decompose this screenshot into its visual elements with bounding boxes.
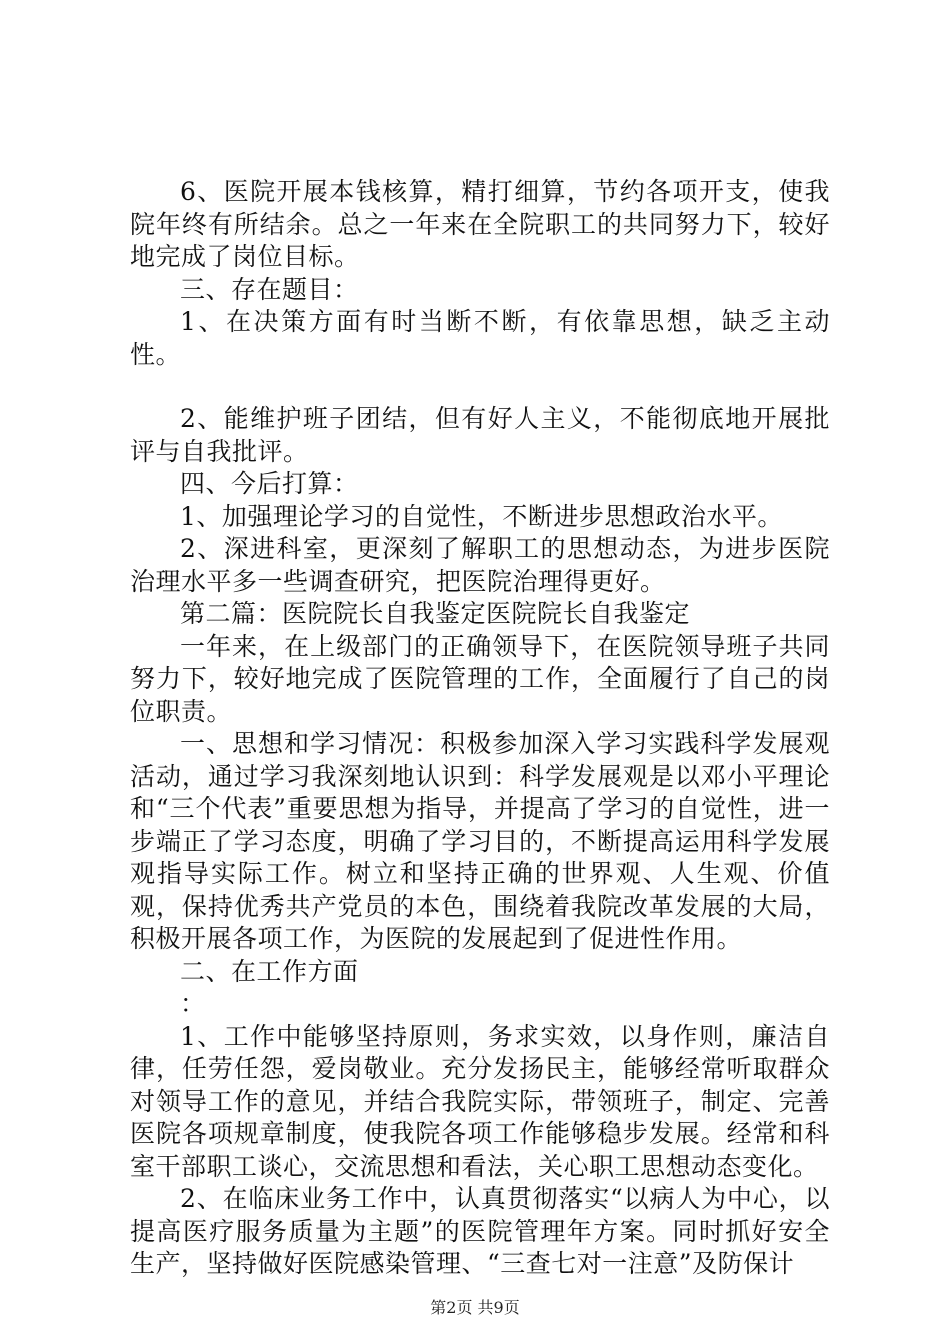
section-heading: 四、今后打算： [180, 469, 359, 498]
blank-line [130, 371, 830, 403]
paragraph: 1、在决策方面有时当断不断，有依靠思想，缺乏主动性。 [130, 307, 830, 369]
paragraph: 1、工作中能够坚持原则，务求实效，以身作则，廉洁自律，任劳任怨，爱岗敬业。充分发扬民主，能够经常听取群众对领导工作的意见，并结合我院实际，带领班子，制定、完善医院各项规章制度，使我院各项工作能够稳步发展。经常和科室干部职工谈心，交流思想和看法，关心职工思想动态变化。 [130, 1021, 830, 1181]
paragraph: 2、深进科室，更深刻了解职工的思想动态，为进步医院治理水平多一些调查研究，把医院治理得更好。 [130, 534, 830, 596]
paragraph: ： [180, 989, 206, 1018]
section-heading: 三、存在题目： [180, 274, 359, 304]
paragraph: 1、加强理论学习的自觉性，不断进步思想政治水平。 [180, 501, 783, 531]
document-body [130, 176, 830, 1281]
paragraph: 2、能维护班子团结，但有好人主义，不能彻底地开展批评与自我批评。 [130, 404, 830, 466]
chapter-title: 第二篇：医院院长自我鉴定医院院长自我鉴定 [180, 599, 691, 628]
paragraph: 一、思想和学习情况：积极参加深入学习实践科学发展观活动，通过学习我深刻地认识到：科学发展观是以邓小平理论和“三个代表”重要思想为指导，并提高了学习的自觉性，进一步端正了学习态度，明确了学习目的，不断提高运用科学发展观指导实际工作。树立和坚持正确的世界观、人生观、价值观，保持优秀共产党员的本色，围绕着我院改革发展的大局，积极开展各项工作，为医院的发展起到了促进性作用。 [130, 729, 830, 953]
section-heading: 二、在工作方面 [180, 956, 359, 986]
paragraph: 一年来，在上级部门的正确领导下，在医院领导班子共同努力下，较好地完成了医院管理的工作，全面履行了自己的岗位职责。 [130, 631, 830, 726]
paragraph: 2、在临床业务工作中，认真贯彻落实“以病人为中心，以提高医疗服务质量为主题”的医院管理年方案。同时抓好安全生产，坚持做好医院感染管理、“三查七对一注意”及防保计 [130, 1184, 830, 1278]
paragraph: 6、医院开展本钱核算，精打细算，节约各项开支，使我院年终有所结余。总之一年来在全院职工的共同努力下，较好地完成了岗位目标。 [130, 177, 830, 271]
page-footer: 第2页 共9页 [430, 1298, 520, 1317]
